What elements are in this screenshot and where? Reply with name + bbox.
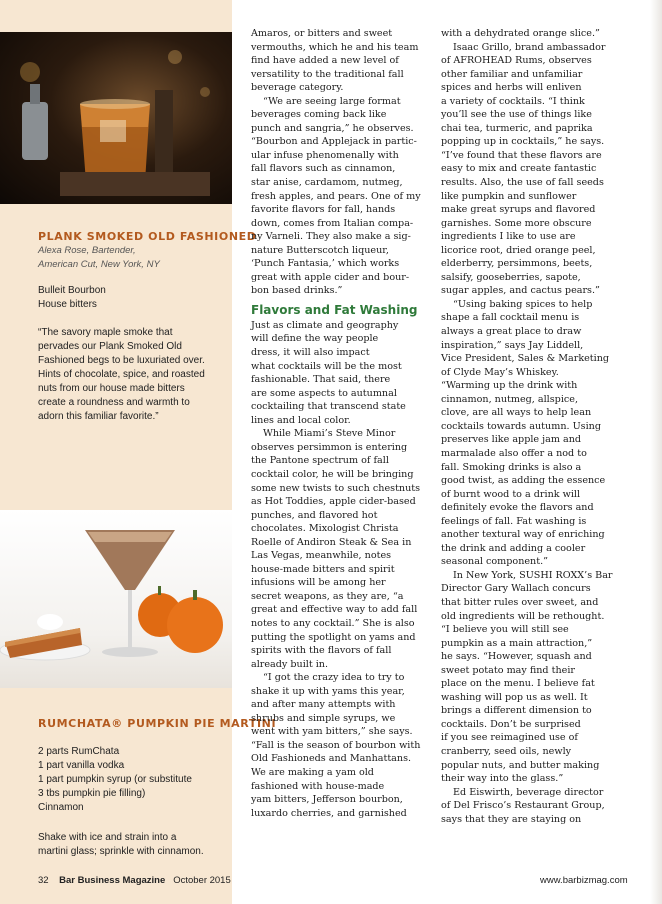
text-line: fresh apples, and pears. One of my: [251, 190, 421, 202]
paragraph-5: [441, 786, 641, 827]
text-line: luxardo cherries, and garnished: [251, 807, 407, 819]
text-line: While Miami’s Steve Minor: [263, 428, 396, 440]
text-line: beverages coming back like: [251, 109, 387, 121]
paragraph-1: [251, 27, 439, 95]
paragraph-4: [251, 427, 439, 671]
text-line: you’ll see the use of things like: [441, 109, 592, 121]
quote-line: “The savory maple smoke that: [38, 327, 173, 338]
text-line: infusions will be among her: [251, 577, 386, 589]
recipe-quote: [38, 326, 218, 424]
recipe-title-old-fashioned: PLANK SMOKED OLD FASHIONED: [38, 230, 257, 243]
text-line: says that they are staying on: [441, 813, 582, 825]
text-line: Old Fashioneds and Manhattans.: [251, 753, 412, 765]
text-line: went with yam bitters,” she says.: [251, 726, 413, 738]
text-line: elderberry, persimmons, beets,: [441, 258, 593, 270]
quote-line: pervades our Plank Smoked Old: [38, 341, 182, 352]
text-line: marmalade also offer a nod to: [441, 447, 587, 459]
text-line: dress, it will also impact: [251, 347, 370, 359]
text-line: Vice President, Sales & Marketing: [441, 353, 610, 365]
text-line: easy to mix and create fantastic: [441, 163, 597, 175]
article-column-2: [441, 27, 641, 826]
text-line: their way into the glass.”: [441, 773, 564, 785]
text-line: cinnamon, nutmeg, allspice,: [441, 393, 578, 405]
method-line: martini glass; sprinkle with cinnamon.: [38, 846, 204, 857]
text-line: spices and herbs will enliven: [441, 82, 582, 94]
text-line: good twist, as adding the essence: [441, 475, 606, 487]
text-line: great with apple cider and bour-: [251, 271, 410, 283]
text-line: We are making a yam old: [251, 766, 374, 778]
text-line: shake it up with yams this year,: [251, 685, 405, 697]
text-line: results. Also, the use of fall seeds: [441, 177, 604, 189]
ingredient: Bulleit Bourbon: [38, 285, 106, 296]
text-line: he says. “However, squash and: [441, 651, 592, 663]
text-line: washing will pop us as well. It: [441, 691, 588, 703]
text-line: versatility to the traditional fall: [251, 68, 404, 80]
text-line: already built in.: [251, 658, 329, 670]
text-line: shape a fall cocktail menu is: [441, 312, 580, 324]
text-line: secret weapons, as they are, “a: [251, 590, 404, 602]
text-line: sweet potato may find their: [441, 664, 575, 676]
page-footer-left: [38, 875, 231, 886]
text-line: In New York, SUSHI ROXX’s Bar: [453, 569, 613, 581]
text-line: “Bourbon and Applejack in partic-: [251, 136, 417, 148]
recipe-ingredients: [38, 284, 218, 312]
text-line: spirits with the flavors of fall: [251, 645, 392, 657]
method-line: Shake with ice and strain into a: [38, 832, 177, 843]
publication-name: Bar Business Magazine: [59, 875, 166, 886]
text-line: what cocktails will be the most: [251, 360, 402, 372]
text-line: cocktail color, he will be bringing: [251, 468, 414, 480]
paragraph-5: [251, 671, 439, 820]
text-line: punch and sangria,” he observes.: [251, 122, 414, 134]
paragraph-3: [251, 319, 439, 427]
text-line: “I’ve found that these flavors are: [441, 149, 602, 161]
text-line: and after many attempts with: [251, 699, 396, 711]
text-line: vermouths, which he and his team: [251, 41, 419, 53]
text-line: ‘Punch Fantasia,’ which works: [251, 258, 400, 270]
text-line: “We are seeing large format: [263, 95, 401, 107]
text-line: fashionable. That said, there: [251, 374, 391, 386]
ingredient: 1 part pumpkin syrup (or substitute: [38, 774, 192, 785]
text-line: of burnt wood to a drink will: [441, 488, 581, 500]
quote-line: Fashioned begs to be luxuriated over.: [38, 355, 205, 366]
text-line: cocktailing that transcend state: [251, 401, 406, 413]
text-line: always a great place to draw: [441, 326, 582, 338]
text-line: observes persimmon is entering: [251, 441, 408, 453]
text-line: fall. Smoking drinks is also a: [441, 461, 582, 473]
text-line: bon based drinks.”: [251, 285, 343, 297]
text-line: chai tea, turmeric, and paprika: [441, 122, 593, 134]
paragraph-2: [251, 95, 439, 298]
text-line: fall flavors such as cinnamon,: [251, 163, 396, 175]
text-line: putting the spotlight on yams and: [251, 631, 416, 643]
text-line: inspiration,” says Jay Liddell,: [441, 339, 584, 351]
text-line: popping up in cocktails,” he says.: [441, 136, 605, 148]
quote-line: Hints of chocolate, spice, and roasted: [38, 369, 205, 380]
text-line: place on the menu. I believe fat: [441, 678, 595, 690]
text-line: yam bitters, Jefferson bourbon,: [251, 794, 403, 806]
text-line: ular infuse phenomenally with: [251, 149, 399, 161]
text-line: Ed Eiswirth, beverage director: [453, 786, 604, 798]
page-number: 32: [38, 875, 49, 886]
old-fashioned-photo: [0, 32, 232, 204]
text-line: shrubs and simple syrups, we: [251, 712, 396, 724]
quote-line: nuts from our house made bitters: [38, 383, 185, 394]
text-line: brings a different dimension to: [441, 705, 592, 717]
text-line: make great syrups and flavored: [441, 204, 596, 216]
text-line: sugar apples, and cactus pears.”: [441, 285, 600, 297]
section-subhead: Flavors and Fat Washing: [251, 302, 418, 317]
text-line: Amaros, or bitters and sweet: [251, 28, 393, 39]
ingredient: 3 tbs pumpkin pie filling): [38, 788, 146, 799]
credit-line: American Cut, New York, NY: [38, 259, 160, 270]
text-line: feelings of fall. Fat washing is: [441, 515, 587, 527]
text-line: nature Butterscotch liqueur,: [251, 244, 389, 256]
ingredient: House bitters: [38, 299, 97, 310]
text-line: Just as climate and geography: [251, 319, 399, 331]
text-line: of Clyde May’s Whiskey.: [441, 366, 559, 378]
text-line: pumpkin as a main attraction,”: [441, 637, 593, 649]
text-line: seasonal component.”: [441, 556, 549, 568]
text-line: definitely evoke the flavors and: [441, 502, 594, 514]
paragraph-3: [441, 298, 641, 569]
text-line: Isaac Grillo, brand ambassador: [453, 41, 606, 53]
paragraph-2: [441, 41, 641, 298]
paragraph-4: [441, 569, 641, 786]
text-line: fashioned with house-made: [251, 780, 385, 792]
text-line: if you see reimagined use of: [441, 732, 578, 744]
text-line: “I got the crazy idea to try to: [263, 672, 405, 684]
text-line: some new twists to such chestnuts: [251, 482, 421, 494]
martini-ingredients: [38, 745, 218, 815]
recipe-credit: [38, 244, 160, 272]
text-line: licorice root, dried orange peel,: [441, 244, 596, 256]
text-line: cocktails. Don’t be surprised: [441, 718, 581, 730]
text-line: clove, are all ways to help lean: [441, 407, 592, 419]
text-line: lines and local color.: [251, 414, 351, 426]
text-line: a variety of cocktails. “I think: [441, 95, 585, 107]
text-line: Roelle of Andiron Steak & Sea in: [251, 536, 412, 548]
website-link[interactable]: www.barbizmag.com: [540, 875, 628, 886]
article-column-1: [251, 27, 439, 820]
text-line: chocolates. Mixologist Christa: [251, 523, 399, 535]
text-line: beverage category.: [251, 82, 344, 94]
text-line: “Using baking spices to help: [453, 298, 593, 310]
text-line: cranberry, seed oils, newly: [441, 745, 572, 757]
text-line: another textural way of enriching: [441, 529, 605, 541]
quote-line: create a roundness and warmth to: [38, 397, 190, 408]
text-line: preserves like apple jam and: [441, 434, 582, 446]
text-line: Director Gary Wallach concurs: [441, 583, 591, 595]
text-line: great and effective way to add fall: [251, 604, 418, 616]
text-line: popular nuts, and butter making: [441, 759, 600, 771]
text-line: like pumpkin and sunflower: [441, 190, 577, 202]
text-line: star anise, cardamom, nutmeg,: [251, 177, 403, 189]
text-line: ny Varneli. They also make a sig-: [251, 231, 411, 243]
text-line: are some aspects to autumnal: [251, 387, 397, 399]
old-fashioned-illustration: [0, 32, 232, 204]
pumpkin-martini-illustration: [0, 510, 232, 688]
text-line: house-made bitters and spirit: [251, 563, 395, 575]
ingredient: 1 part vanilla vodka: [38, 760, 125, 771]
text-line: of AFROHEAD Rums, observes: [441, 55, 592, 67]
text-line: other familiar and unfamiliar: [441, 68, 583, 80]
text-line: Las Vegas, meanwhile, notes: [251, 550, 392, 562]
text-line: will define the way people: [251, 333, 379, 345]
text-line: old ingredients will be rethought.: [441, 610, 605, 622]
text-line: the drink and adding a cooler: [441, 542, 586, 554]
text-line: punches, and flavored hot: [251, 509, 378, 521]
text-line: salsify, gooseberries, sapote,: [441, 271, 581, 283]
paragraph-1: [441, 27, 641, 41]
text-line: garnishes. Some more obscure: [441, 217, 592, 229]
text-line: “I believe you will still see: [441, 624, 569, 636]
text-line: favorite flavors for fall, hands: [251, 204, 396, 216]
quote-line: adorn this familiar favorite.”: [38, 411, 159, 422]
ingredient: Cinnamon: [38, 802, 84, 813]
text-line: of Del Frisco’s Restaurant Group,: [441, 800, 605, 812]
text-line: down, comes from Italian compa-: [251, 217, 414, 229]
text-line: with a dehydrated orange slice.”: [441, 28, 600, 39]
text-line: “Fall is the season of bourbon with: [251, 739, 421, 751]
martini-method: [38, 831, 218, 859]
text-line: the Pantone spectrum of fall: [251, 455, 389, 467]
text-line: “Warming up the drink with: [441, 380, 578, 392]
credit-line: Alexa Rose, Bartender,: [38, 245, 136, 256]
pumpkin-martini-photo: [0, 510, 232, 688]
ingredient: 2 parts RumChata: [38, 746, 120, 757]
text-line: as Hot Toddies, apple cider-based: [251, 496, 416, 508]
text-line: notes to any cocktail.” She is also: [251, 617, 415, 629]
issue-date: October 2015: [173, 875, 231, 886]
page-gutter-shadow: [650, 0, 662, 904]
recipe-title-pumpkin-martini: RUMCHATA® PUMPKIN PIE MARTINI: [38, 717, 277, 730]
text-line: that bitter rules over sweet, and: [441, 596, 599, 608]
text-line: cocktails towards autumn. Using: [441, 420, 601, 432]
text-line: ingredients I like to use are: [441, 231, 576, 243]
text-line: find have added a new level of: [251, 55, 399, 67]
